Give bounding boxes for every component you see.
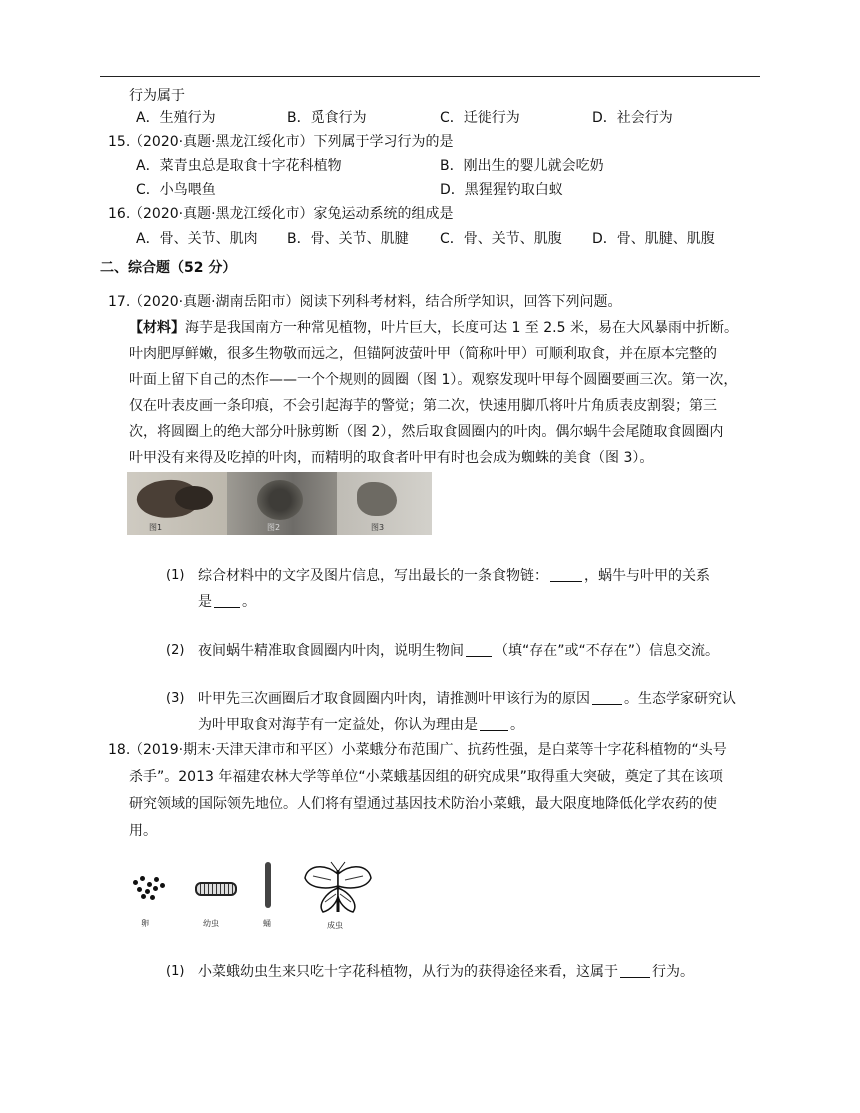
q16-option-c: C．骨、关节、肌腹 xyxy=(440,231,562,247)
q17-number: 17. xyxy=(108,294,131,310)
q18-number: 18. xyxy=(108,742,131,758)
q17-sub1-text: 是 xyxy=(198,594,212,610)
q16-option-a: A．骨、关节、肌肉 xyxy=(136,231,258,247)
diamondback-moth-life-cycle-figure xyxy=(127,856,417,932)
q17-stem: （2020·真题·湖南岳阳市）阅读下列科考材料，结合所学知识，回答下列问题。 xyxy=(129,294,622,310)
leaf-shape xyxy=(175,486,213,510)
leaf-beetle-figure-strip xyxy=(127,472,432,535)
larva-icon xyxy=(195,882,237,896)
larva-caption: 幼虫 xyxy=(203,919,219,928)
q14-stem-tail: 行为属于 xyxy=(129,88,185,104)
pupa-icon xyxy=(265,862,271,908)
q17-sub2-number: (2) xyxy=(166,643,185,658)
adult-moth-icon xyxy=(303,860,373,920)
q18-sub1-text: 小菜蛾幼虫生来只吃十字花科植物，从行为的获得途径来看，这属于 xyxy=(198,964,618,980)
leaf-circle-shape xyxy=(257,480,303,520)
q16-option-d: D．骨、肌腱、肌腹 xyxy=(592,231,715,247)
q18-line: （2019·期末·天津天津市和平区）小菜蛾分布范围广、抗药性强，是白菜等十字花科植物的“头号 xyxy=(129,742,727,758)
adult-caption: 成虫 xyxy=(327,921,343,930)
q17-material xyxy=(129,315,763,471)
material-label: 【材料】 xyxy=(129,320,185,336)
q17-sub1-text: ，蜗牛与叶甲的关系 xyxy=(584,568,710,584)
spider-shape xyxy=(357,482,397,516)
answer-blank[interactable] xyxy=(620,963,650,978)
q17-sub2-text: （填“存在”或“不存在”）信息交流。 xyxy=(494,643,720,659)
q17-sub1-text: 综合材料中的文字及图片信息，写出最长的一条食物链： xyxy=(198,568,548,584)
header-rule xyxy=(100,76,760,77)
figure-1-caption: 图1 xyxy=(149,523,163,532)
q18-sub1-line xyxy=(198,962,694,982)
pupa-caption: 蛹 xyxy=(263,919,271,928)
q17-sub3-line2 xyxy=(198,715,524,735)
q18-line: 用。 xyxy=(129,823,157,839)
q17-sub1-number: (1) xyxy=(166,568,185,583)
material-line: 叶肉肥厚鲜嫩，很多生物敬而远之，但锚阿波萤叶甲（简称叶甲）可顺利取食，并在原本完整的 xyxy=(129,346,717,362)
q15-option-b: B．刚出生的婴儿就会吃奶 xyxy=(440,158,604,174)
q16-stem: （2020·真题·黑龙江绥化市）家兔运动系统的组成是 xyxy=(129,206,454,222)
q15-option-a: A．菜青虫总是取食十字花科植物 xyxy=(136,158,342,174)
q14-option-a: A．生殖行为 xyxy=(136,110,216,126)
answer-blank[interactable] xyxy=(592,690,622,705)
q15-number: 15. xyxy=(108,134,131,150)
material-line: 叶甲没有来得及吃掉的叶肉，而精明的取食者叶甲有时也会成为蜘蛛的美食（图 3）。 xyxy=(129,450,654,466)
q14-option-d: D．社会行为 xyxy=(592,110,673,126)
material-line: 次，将圆圈上的绝大部分叶脉剪断（图 2），然后取食圆圈内的叶肉。偶尔蜗牛会尾随取食圆圈内 xyxy=(129,424,724,440)
q16-option-b: B．骨、关节、肌腱 xyxy=(287,231,409,247)
q17-sub3-number: (3) xyxy=(166,691,185,706)
q16-number: 16. xyxy=(108,206,131,222)
answer-blank[interactable] xyxy=(480,716,508,731)
q18-stem xyxy=(129,737,763,845)
q14-option-b: B．觅食行为 xyxy=(287,110,367,126)
figure-1-photo xyxy=(127,472,227,535)
answer-blank[interactable] xyxy=(550,567,582,582)
q15-option-d: D．黑猩猩钓取白蚁 xyxy=(440,182,563,198)
q17-sub1-line1 xyxy=(198,566,710,586)
figure-2-caption: 图2 xyxy=(267,523,281,532)
q17-sub1-line2 xyxy=(198,592,256,612)
egg-caption: 卵 xyxy=(141,919,149,928)
q18-line: 研究领域的国际领先地位。人们将有望通过基因技术防治小菜蛾，最大限度地降低化学农药的使 xyxy=(129,796,717,812)
q17-sub3-line1 xyxy=(198,689,736,709)
q17-sub1-text: 。 xyxy=(242,594,256,610)
q17-sub2-text: 夜间蜗牛精准取食圆圈内叶肉，说明生物间 xyxy=(198,643,464,659)
q15-stem: （2020·真题·黑龙江绥化市）下列属于学习行为的是 xyxy=(129,134,454,150)
q18-line: 杀手”。2013 年福建农林大学等单位“小菜蛾基因组的研究成果”取得重大突破，奠定了其在该项 xyxy=(129,769,723,785)
q17-sub2-line xyxy=(198,641,719,661)
q17-sub3-text: 。生态学家研究认 xyxy=(624,691,736,707)
figure-3-caption: 图3 xyxy=(371,523,385,532)
figure-3-photo xyxy=(337,472,432,535)
q17-sub3-text: 。 xyxy=(510,717,524,733)
q18-sub1-number: (1) xyxy=(166,964,185,979)
q17-sub3-text: 为叶甲取食对海芋有一定益处，你认为理由是 xyxy=(198,717,478,733)
q17-sub3-text: 叶甲先三次画圈后才取食圆圈内叶肉，请推测叶甲该行为的原因 xyxy=(198,691,590,707)
figure-2-photo xyxy=(227,472,337,535)
material-line: 海芋是我国南方一种常见植物，叶片巨大，长度可达 1 至 2.5 米，易在大风暴雨中折断。 xyxy=(185,320,738,336)
material-line: 叶面上留下自己的杰作——一个个规则的圆圈（图 1）。观察发现叶甲每个圆圈要画三次。第一次， xyxy=(129,372,738,388)
q18-sub1-text: 行为。 xyxy=(652,964,694,980)
q14-option-c: C．迁徙行为 xyxy=(440,110,520,126)
q15-option-c: C．小鸟喂鱼 xyxy=(136,182,216,198)
answer-blank[interactable] xyxy=(214,593,240,608)
material-line: 仅在叶表皮画一条印痕，不会引起海芋的警觉；第二次，快速用脚爪将叶片角质表皮割裂；第三 xyxy=(129,398,717,414)
answer-blank[interactable] xyxy=(466,642,492,657)
section-title: 二、综合题（52 分） xyxy=(100,260,237,276)
